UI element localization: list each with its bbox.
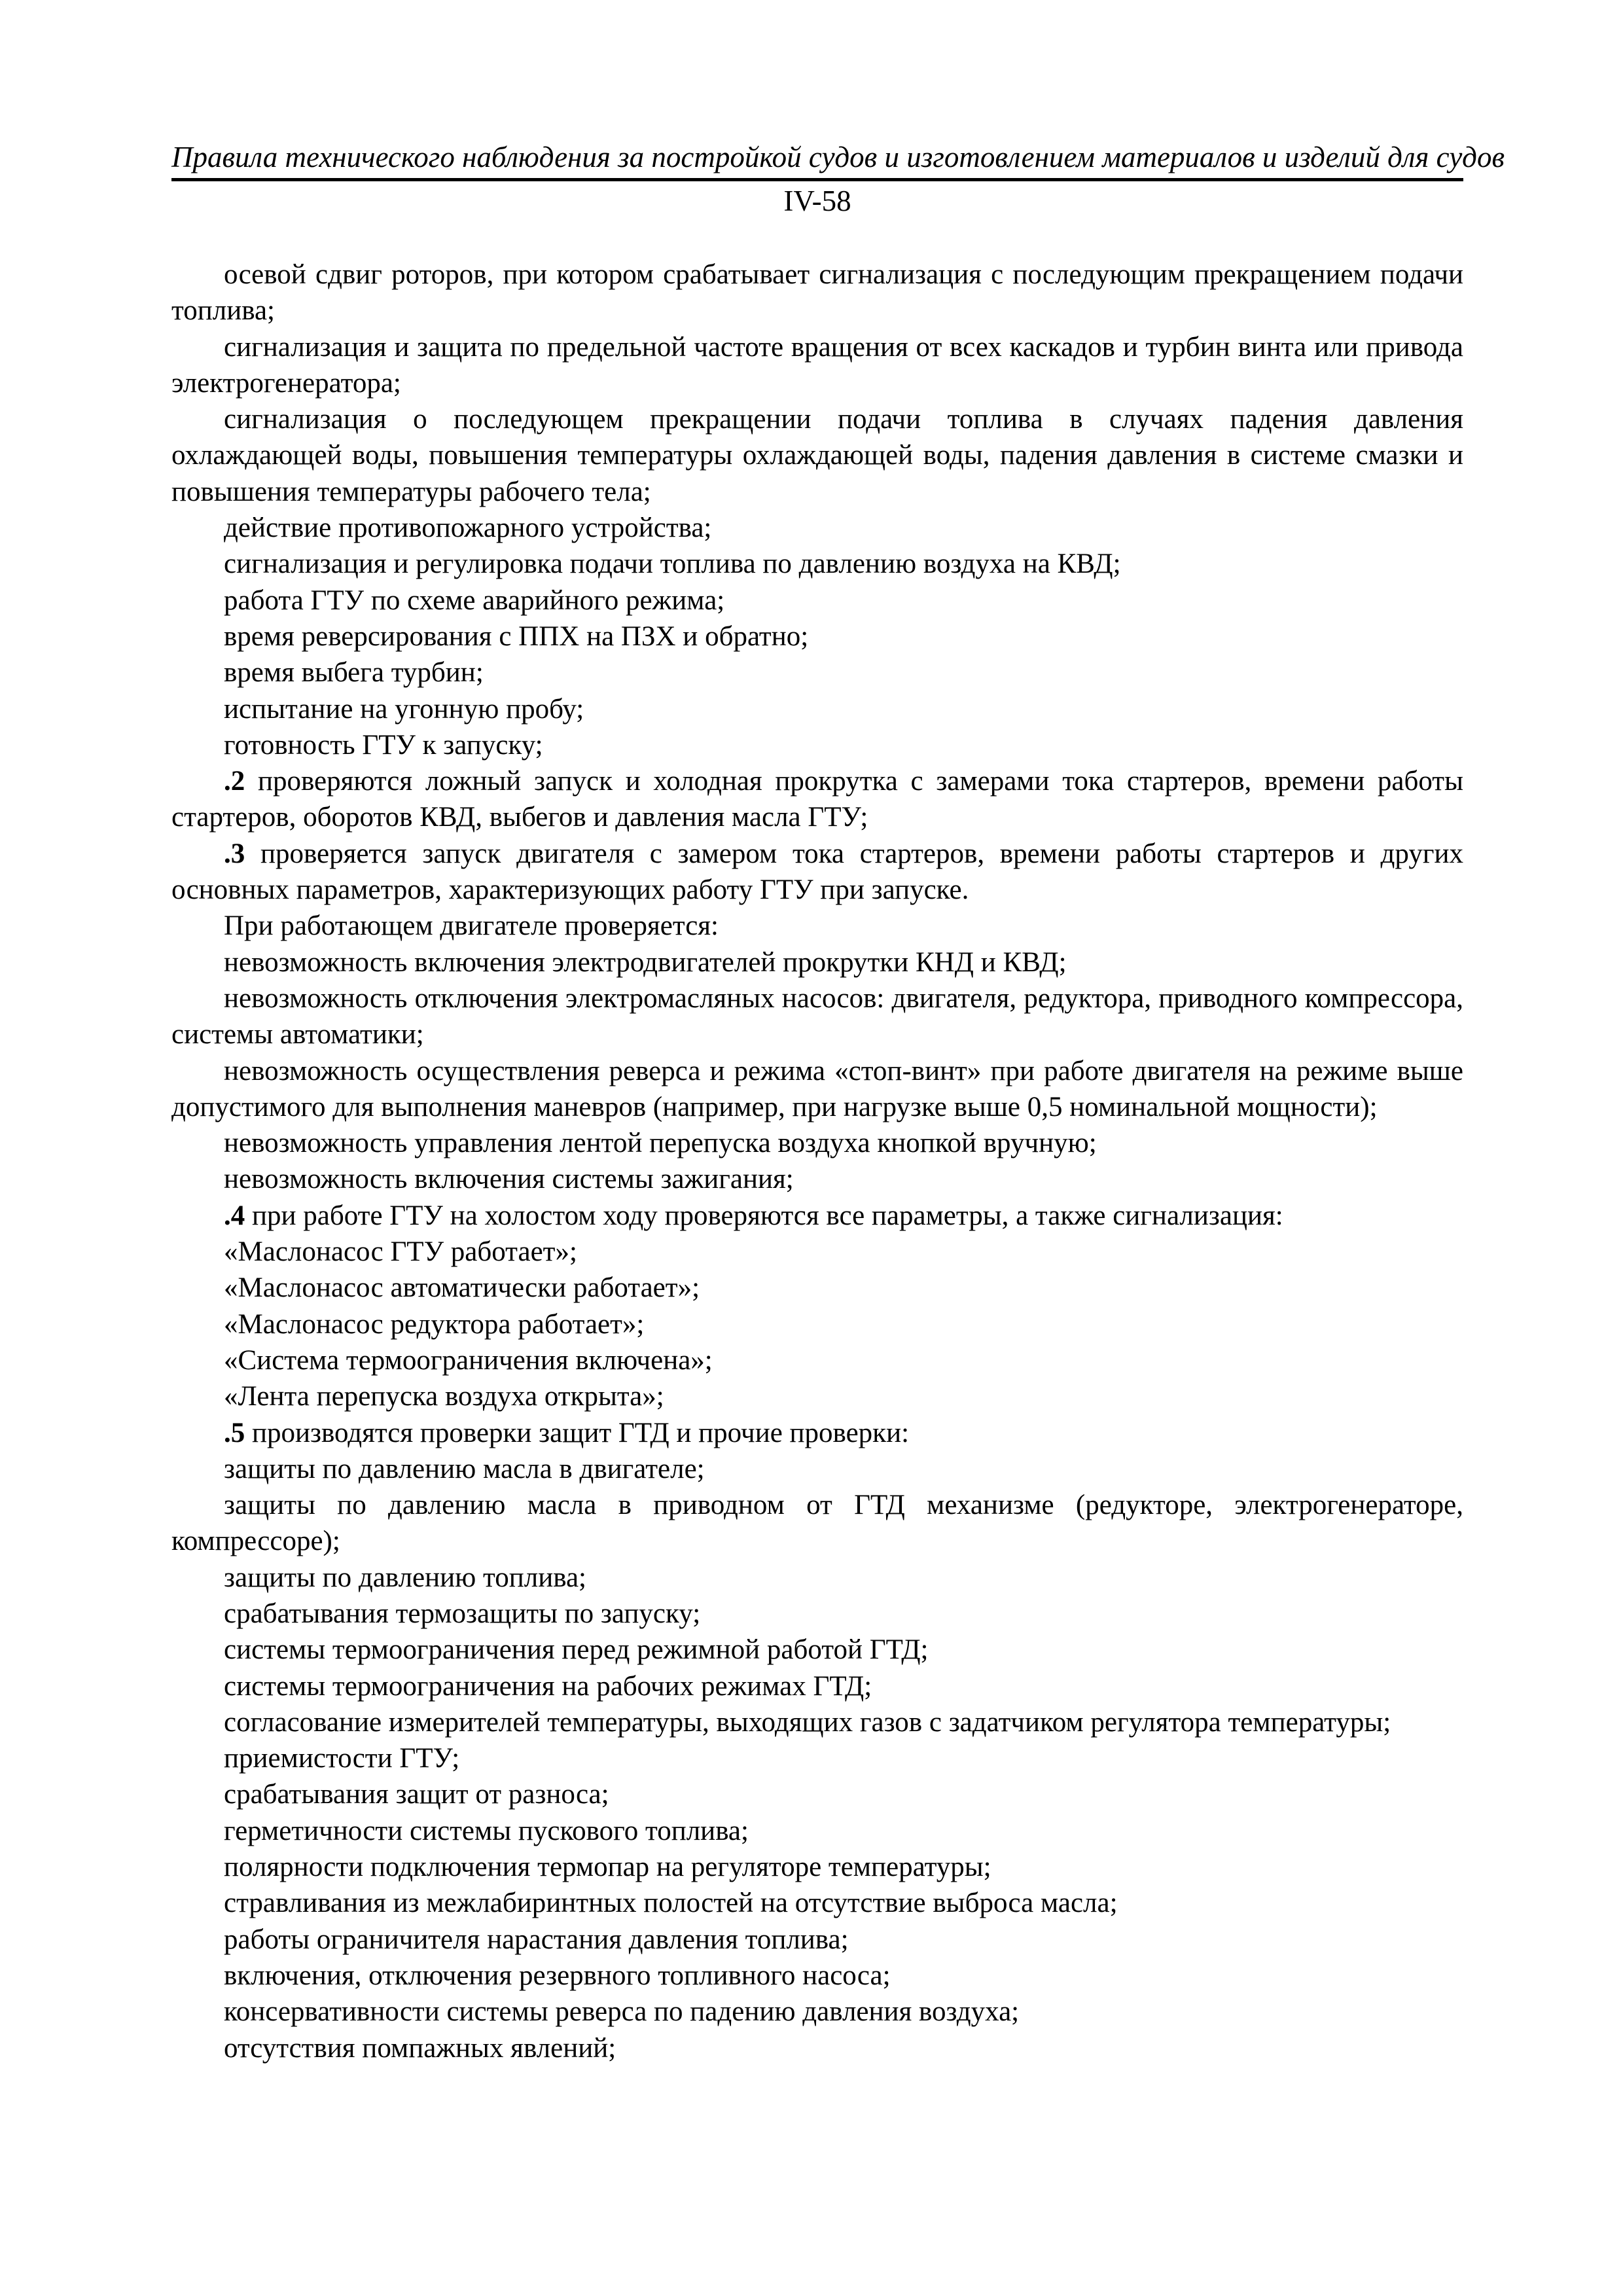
paragraph (171, 619, 1463, 655)
paragraph-text: защиты по давлению масла в приводном от ГТД механизме (редукторе, электрогенераторе, компрессоре); (171, 1490, 1463, 1557)
paragraph-text: герметичности системы пускового топлива; (224, 1815, 749, 1846)
paragraph (171, 1053, 1463, 1126)
paragraph (171, 1560, 1463, 1596)
paragraph (171, 1922, 1463, 1958)
page-number: IV-58 (783, 185, 851, 217)
paragraph-text: «Лента перепуска воздуха открыта»; (224, 1381, 664, 1412)
paragraph (171, 329, 1463, 402)
paragraph-text: консервативности системы реверса по падению давления воздуха; (224, 1996, 1020, 2028)
paragraph-text: «Маслонасос редуктора работает»; (224, 1308, 645, 1340)
paragraph (171, 836, 1463, 908)
paragraph (171, 2030, 1463, 2066)
item-number: .4 (224, 1200, 245, 1231)
document-title: Правила технического наблюдения за постройкой судов и изготовлением материалов и изделий для судов (171, 141, 1505, 173)
paragraph-text: защиты по давлению масла в двигателе; (224, 1453, 705, 1484)
paragraph-text: невозможность отключения электромасляных насосов: двигателя, редуктора, приводного компрессора, системы автоматики; (171, 982, 1463, 1050)
paragraph-text: время выбега турбин; (224, 657, 484, 689)
paragraph (171, 1596, 1463, 1632)
paragraph (171, 944, 1463, 980)
paragraph (171, 727, 1463, 763)
paragraph (171, 1632, 1463, 1668)
paragraph (171, 1125, 1463, 1161)
paragraph (171, 1885, 1463, 1921)
paragraph (171, 1740, 1463, 1776)
paragraph-text: невозможность осуществления реверса и режима «стоп-винт» при работе двигателя на режиме выше допустимого для выполнения маневров (например, при нагрузке выше 0,5 номинальной мощности); (171, 1055, 1463, 1122)
paragraph (171, 1161, 1463, 1197)
paragraph (171, 1813, 1463, 1849)
paragraph-text: осевой сдвиг роторов, при котором срабатывает сигнализация с последующим прекращением подачи топлива; (171, 259, 1463, 327)
paragraph (171, 257, 1463, 329)
paragraph-text: согласование измерителей температуры, выходящих газов с задатчиком регулятора температуры; (224, 1706, 1391, 1738)
paragraph-text: испытание на угонную пробу; (224, 693, 584, 725)
paragraph-text: работа ГТУ по схеме аварийного режима; (224, 584, 725, 616)
paragraph-text: проверяется запуск двигателя с замером тока стартеров, времени работы стартеров и других основных параметров, характеризующих работу ГТУ при запуске. (171, 838, 1463, 906)
running-header (171, 136, 1505, 181)
paragraph-text: стравливания из межлабиринтных полостей на отсутствие выброса масла; (224, 1888, 1118, 1919)
paragraph-text: проверяются ложный запуск и холодная прокрутка с замерами тока стартеров, времени работы стартеров, оборотов КВД, выбегов и давления масла ГТУ; (171, 766, 1463, 833)
paragraph-text: «Маслонасос автоматически работает»; (224, 1272, 700, 1304)
paragraph (171, 1415, 1463, 1451)
paragraph (171, 1306, 1463, 1342)
paragraph (171, 1487, 1463, 1560)
paragraph (171, 1668, 1463, 1704)
paragraph (171, 763, 1463, 836)
paragraph-text: приемистости ГТУ; (224, 1743, 460, 1774)
paragraph (171, 1234, 1463, 1270)
paragraph (171, 546, 1463, 582)
paragraph (171, 510, 1463, 546)
paragraph-text: полярности подключения термопар на регуляторе температуры; (224, 1852, 991, 1883)
paragraph-text: работы ограничителя нарастания давления топлива; (224, 1924, 849, 1955)
paragraph-text: системы термоограничения перед режимной работой ГТД; (224, 1634, 929, 1666)
paragraph-text: «Маслонасос ГТУ работает»; (224, 1236, 577, 1268)
paragraph (171, 1849, 1463, 1885)
paragraph (171, 1378, 1463, 1414)
paragraph-text: при работе ГТУ на холостом ходу проверяются все параметры, а также сигнализация: (245, 1200, 1283, 1231)
paragraph-text: действие противопожарного устройства; (224, 512, 712, 544)
paragraph-text: готовность ГТУ к запуску; (224, 729, 543, 761)
paragraph-text: сигнализация и регулировка подачи топлива по давлению воздуха на КВД; (224, 548, 1121, 580)
paragraph (171, 1704, 1463, 1740)
paragraph (171, 1994, 1463, 2030)
paragraph (171, 1451, 1463, 1487)
paragraph-text: При работающем двигателе проверяется: (224, 910, 719, 942)
paragraph-text: включения, отключения резервного топливного насоса; (224, 1960, 891, 1991)
paragraph-text: сигнализация и защита по предельной частоте вращения от всех каскадов и турбин винта или привода электрогенератора; (171, 331, 1463, 399)
paragraph-text: защиты по давлению топлива; (224, 1562, 587, 1593)
paragraph-text: невозможность включения системы зажигания; (224, 1164, 794, 1195)
paragraph (171, 1776, 1463, 1812)
paragraph-text: сигнализация о последующем прекращении подачи топлива в случаях падения давления охлаждающей воды, повышения температуры охлаждающей воды, падения давления в системе смазки и повышения температуры рабочего тела; (171, 404, 1463, 507)
paragraph-text: невозможность управления лентой перепуска воздуха кнопкой вручную; (224, 1128, 1097, 1159)
item-number: .5 (224, 1417, 245, 1448)
paragraph (171, 691, 1463, 727)
paragraph-text: производятся проверки защит ГТД и прочие проверки: (245, 1417, 910, 1448)
paragraph-text: «Система термоограничения включена»; (224, 1344, 713, 1376)
paragraph (171, 1198, 1463, 1234)
item-number: .3 (224, 838, 245, 869)
paragraph-text: время реверсирования с ППХ на ПЗХ и обратно; (224, 620, 809, 652)
paragraph-text: системы термоограничения на рабочих режимах ГТД; (224, 1670, 872, 1702)
paragraph (171, 655, 1463, 691)
paragraph (171, 583, 1463, 619)
paragraph (171, 1958, 1463, 1994)
paragraph-text: невозможность включения электродвигателей прокрутки КНД и КВД; (224, 946, 1067, 978)
paragraph (171, 1342, 1463, 1378)
paragraph (171, 908, 1463, 944)
paragraph (171, 1270, 1463, 1306)
item-number: .2 (224, 766, 245, 797)
paragraph-text: отсутствия помпажных явлений; (224, 2032, 616, 2064)
body-text (171, 257, 1463, 2066)
paragraph-text: срабатывания защит от разноса; (224, 1779, 609, 1810)
paragraph (171, 401, 1463, 510)
paragraph (171, 980, 1463, 1053)
paragraph-text: срабатывания термозащиты по запуску; (224, 1598, 701, 1629)
